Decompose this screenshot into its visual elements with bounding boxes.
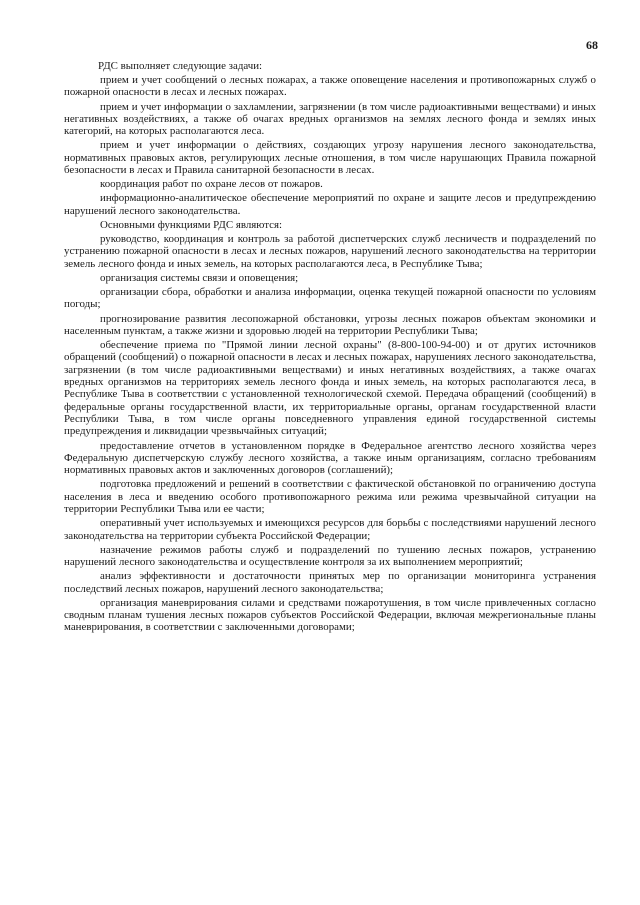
paragraph: организации сбора, обработки и анализа информации, оценка текущей пожарной опасности по условиям погоды;	[64, 286, 596, 311]
paragraph: организация системы связи и оповещения;	[100, 271, 299, 284]
paragraph: назначение режимов работы служб и подразделений по тушению лесных пожаров, устранению нарушений лесного законодательства и осуществление контроля за их выполнением мероприятий;	[64, 543, 596, 569]
paragraph: прием и учет информации о действиях, создающих угрозу нарушения лесного законодательства, нормативных правовых актов, регулирующих лесные отношения, в том числе нарушающих Правила пожарной безопасности в лесах и Правила санитарной безопасности в лесах.	[64, 139, 596, 177]
paragraph: подготовка предложений и решений в соответствии с фактической обстановкой по ограничению доступа населения в леса и введению особого противопожарного режима или режима чрезвычайной ситуации на территории Республики Тыва или ее части;	[64, 478, 596, 516]
paragraph: руководство, координация и контроль за работой диспетчерских служб лесничеств и подразделений по устранению пожарной опасности в лесах и лесных пожаров, нарушений лесного законодательства на территории земель лесного фонда и иных земель, на которых располагаются леса, в Республике Тыва;	[64, 233, 596, 270]
paragraph: прием и учет сообщений о лесных пожарах, а также оповещение населения и противопожарных служб о пожарной опасности в лесах и лесных пожарах.	[64, 74, 596, 99]
paragraph: прогнозирование развития лесопожарной обстановки, угрозы лесных пожаров объектам экономики и населенным пунктам, а также жизни и здоровью людей на территории Республики Тыва;	[64, 312, 596, 337]
paragraph: РДС выполняет следующие задачи:	[98, 60, 263, 72]
page-number: 68	[586, 38, 598, 52]
paragraph: предоставление отчетов в установленном порядке в Федеральное агентство лесного хозяйства через Федеральную диспетчерскую службу лесного хозяйства, а также иным организациям, согласно требованиям нормативных правовых актов и заключенных договоров (соглашений);	[64, 439, 596, 477]
paragraph: анализ эффективности и достаточности принятых мер по организации мониторинга устранения последствий лесных пожаров, нарушений лесного законодательства;	[64, 570, 596, 595]
paragraph: прием и учет информации о захламлении, загрязнении (в том числе радиоактивными веществами) и иных негативных воздействиях, а также об очагах вредных организмов на землях лесного фонда и землях иных категорий, на которых располагаются леса.	[64, 100, 596, 138]
paragraph: координация работ по охране лесов от пожаров.	[100, 178, 323, 191]
paragraph: информационно-аналитическое обеспечение мероприятий по охране и защите лесов и предупреждению нарушений лесного законодательства.	[64, 192, 596, 217]
paragraph: оперативный учет используемых и имеющихся ресурсов для борьбы с последствиями нарушений лесного законодательства на территории субъекта Российской Федерации;	[64, 517, 596, 542]
paragraph: организация маневрирования силами и средствами пожаротушения, в том числе привлеченных согласно сводным планам тушения лесных пожаров субъектов Российской Федерации, включая межрегиональные планы маневрирования, в соответствии с заключенными договорами;	[64, 596, 596, 634]
document-body	[64, 60, 596, 635]
paragraph: обеспечение приема по "Прямой линии лесной охраны" (8-800-100-94-00) и от других источников обращений (сообщений) о пожарной опасности в лесах и лесных пожарах, нарушениях лесного законодательства, загрязнении (в том числе радиоактивными веществами) и иных негативных воздействиях, а также очагах вредных организмов на территориях земель лесного фонда и иных земель, на которых располагаются леса, в Республике Тыва в соответствии с установленной технологической схемой. Передача обращений (сообщений) в федеральные органы государственной власти, их территориальные органы, органам государственной власти Республики Тыва, в том числе органы повседневного управления единой государственной системы предупреждения и ликвидации чрезвычайных ситуаций;	[64, 338, 596, 438]
paragraph: Основными функциями РДС являются:	[100, 218, 283, 231]
